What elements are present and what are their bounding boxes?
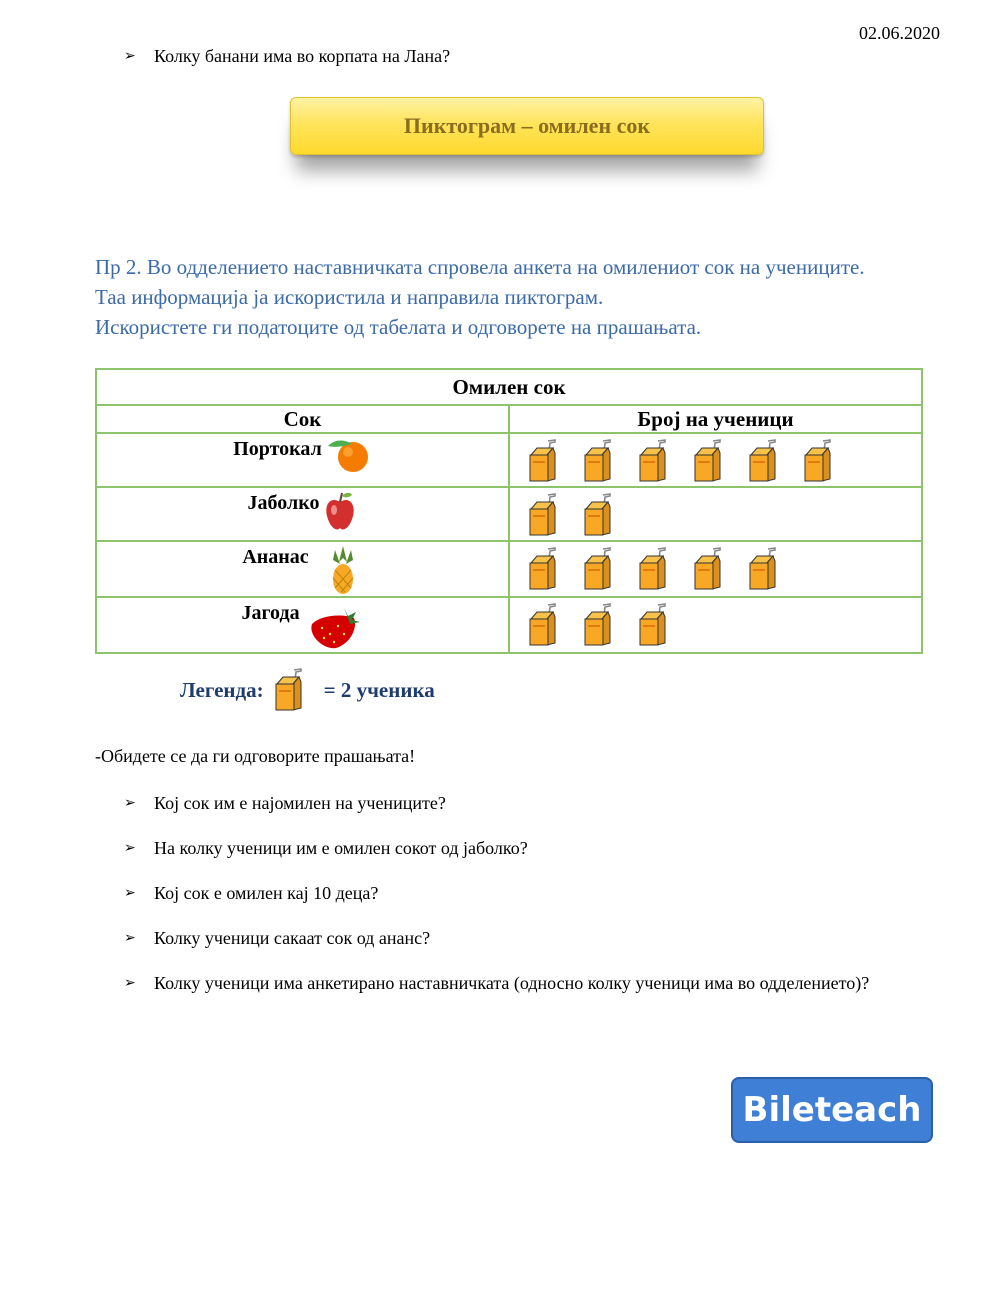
top-question [124,46,450,67]
cups-row [510,598,921,648]
bileteach-logo[interactable]: Bileteach [731,1077,933,1143]
cups-row [510,542,921,592]
pictogram-table [95,368,923,654]
table-row [96,433,922,487]
strawberry-icon [304,602,364,652]
orange-icon [326,436,372,474]
juice-box-icon [526,493,560,537]
legend-label: Легенда: [180,677,264,702]
question-item [124,883,378,904]
top-question-text: Колку банани има во корпата на Лана? [154,46,451,66]
table-row [96,597,922,653]
arrow-bullet-icon: ➢ [124,49,136,64]
column-header-juice: Сок [96,405,509,433]
question-item [124,928,430,949]
question-item [124,793,446,814]
intro-line-1: Пр 2. Во одделението наставничката спровела анкета на омилениот сок на учениците. [95,255,865,279]
question-text: Кој сок им е најомилен на учениците? [154,793,446,813]
juice-label: Портокал [233,438,322,460]
cups-row [510,434,921,484]
juice-box-icon [636,603,670,647]
cups-row [510,488,921,538]
legend-value: = 2 ученика [323,677,435,702]
juice-box-icon [526,603,560,647]
juice-box-icon [691,439,725,483]
arrow-bullet-icon: ➢ [124,886,136,901]
pineapple-icon [323,544,363,596]
question-text: Колку ученици сакаат сок од ананс? [154,928,431,948]
juice-box-icon [526,439,560,483]
juice-box-icon [636,547,670,591]
juice-box-icon [272,668,306,712]
juice-box-icon [581,603,615,647]
juice-box-icon [581,439,615,483]
question-text: На колку ученици им е омилен сокот од јаболко? [154,838,528,858]
apple-icon [323,490,357,534]
intro-text [95,252,865,342]
juice-box-icon [581,493,615,537]
arrow-bullet-icon: ➢ [124,796,136,811]
juice-box-icon [581,547,615,591]
juice-label: Ананас [242,546,309,568]
arrow-bullet-icon: ➢ [124,976,136,991]
question-item [124,973,869,994]
juice-label: Јагода [241,602,300,624]
juice-label: Јаболко [247,492,320,514]
table-row [96,541,922,597]
juice-box-icon [526,547,560,591]
question-text: Колку ученици има анкетирано наставничката (односно колку ученици има во одделението)? [154,973,870,993]
juice-box-icon [636,439,670,483]
table-title: Омилен сок [96,369,922,405]
legend [180,668,435,712]
juice-box-icon [691,547,725,591]
arrow-bullet-icon: ➢ [124,931,136,946]
juice-box-icon [746,547,780,591]
intro-line-2: Таа информација ја искористила и направила пиктограм. [95,285,604,309]
question-text: Кој сок е омилен кај 10 деца? [154,883,379,903]
table-row [96,487,922,541]
instruction: -Обидете се да ги одговорите прашањата! [95,746,416,766]
juice-box-icon [746,439,780,483]
question-item [124,838,528,859]
date: 02.06.2020 [859,23,940,43]
column-header-count: Број на ученици [509,405,922,433]
banner-title: Пиктограм – омилен сок [290,97,764,155]
intro-line-3: Искористете ги податоците од табелата и одговорете на прашањата. [95,315,702,339]
arrow-bullet-icon: ➢ [124,841,136,856]
juice-box-icon [801,439,835,483]
